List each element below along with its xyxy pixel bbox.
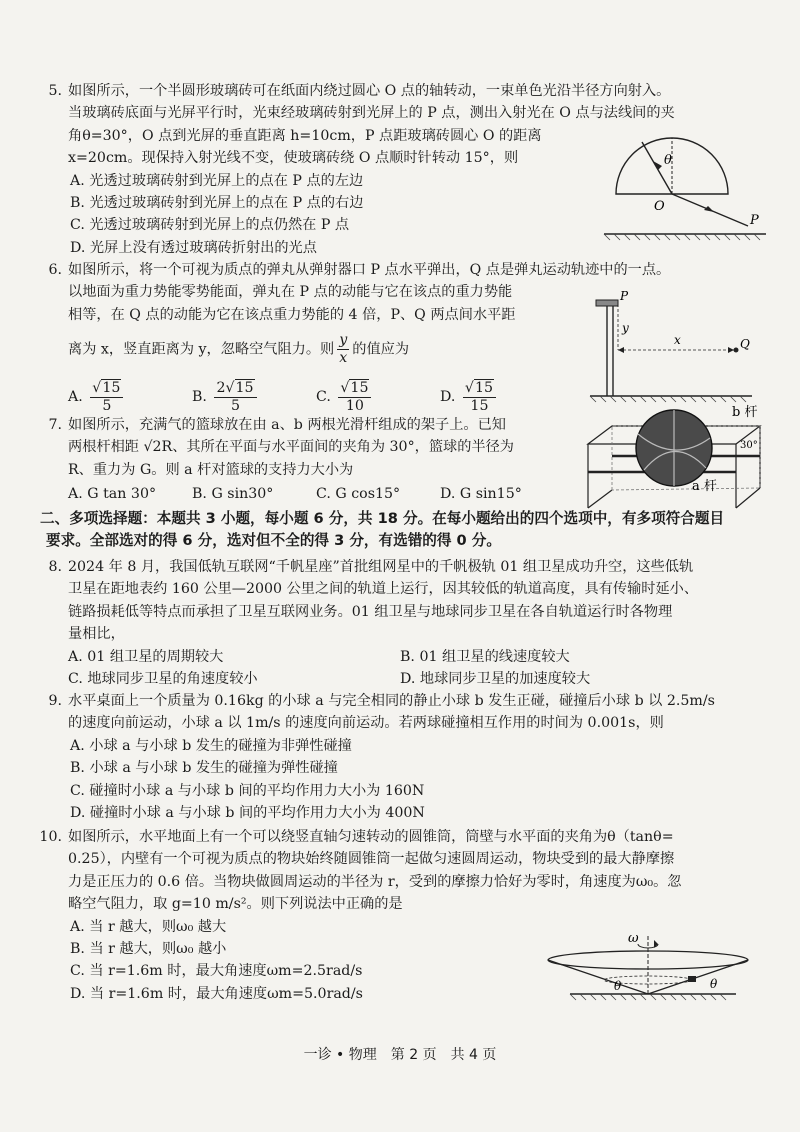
- question-text-line: 相等，在 Q 点的动能为它在该点重力势能的 4 倍，P、Q 两点间水平距: [68, 306, 516, 323]
- option-a: A. 当 r 越大，则ω₀ 越大: [70, 918, 227, 935]
- question-text-line: 0.25），内壁有一个可视为质点的物块始终随圆锥筒一起做匀速圆周运动，物块受到的最大静摩擦: [68, 851, 675, 868]
- page-footer: 一诊 • 物理 第 2 页 共 4 页: [303, 1047, 497, 1063]
- option-a: A. 小球 a 与小球 b 发生的碰撞为非弹性碰撞: [70, 737, 352, 754]
- question-number: 7.: [48, 417, 62, 433]
- option-a: A. 01 组卫星的周期较大: [68, 648, 224, 665]
- theta-label: θ: [614, 979, 622, 993]
- option-d: D. $\frac{√15}{15}$: [440, 379, 564, 415]
- question-number: 8.: [48, 559, 62, 575]
- theta-label-right: θ: [710, 977, 718, 991]
- question-text-line: 两根杆相距 √2R、其所在平面与水平面间的夹角为 30°，篮球的半径为: [68, 439, 514, 456]
- option-b: B. 01 组卫星的线速度较大: [400, 648, 570, 665]
- option-c: C. 碰撞时小球 a 与小球 b 间的平均作用力大小为 160N: [70, 782, 425, 799]
- option-d: D. 光屏上没有透过玻璃砖折射出的光点: [70, 239, 317, 256]
- question-text-line: R、重力为 G。则 a 杆对篮球的支持力大小为: [68, 461, 354, 478]
- omega-label: ω: [628, 932, 639, 946]
- question-text-line: 水平桌面上一个质量为 0.16kg 的小球 a 与完全相同的静止小球 b 发生正碰，碰撞后小球 b 以 2.5m/s: [68, 693, 715, 709]
- question-text-line: 如图所示，一个半圆形玻璃砖可在纸面内绕过圆心 O 点的轴转动，一束单色光沿半径方向射入。: [68, 83, 671, 99]
- angle-label: 30°: [740, 440, 758, 451]
- question-text-line: 链路损耗低等特点而承担了卫星互联网业务。01 组卫星与地球同步卫星在各自轨道运行时各物理: [68, 603, 673, 620]
- question-text-line: 量相比，: [68, 626, 125, 643]
- option-b: B. 小球 a 与小球 b 发生的碰撞为弹性碰撞: [70, 760, 338, 777]
- option-d: D. 地球同步卫星的加速度较大: [400, 671, 591, 688]
- question-text-line: 离为 x，竖直距离为 y，忽略空气阻力。则 $\frac{y}{x}$ 的值应为: [68, 332, 410, 367]
- question-number: 5.: [48, 83, 62, 99]
- option-a: A. $\frac{√15}{5}$: [68, 379, 192, 415]
- q7-basketball-figure: [584, 404, 768, 512]
- q8-options: [68, 646, 768, 691]
- option-d: D. 当 r=1.6m 时，最大角速度ωm=5.0rad/s: [70, 985, 363, 1002]
- question-number: 6.: [48, 262, 62, 278]
- option-c: C. G cos15°: [316, 486, 401, 503]
- q6-projectile-figure: [586, 282, 762, 416]
- question-text-line: 如图所示，将一个可视为质点的弹丸从弹射器口 P 点水平弹出，Q 点是弹丸运动轨迹中的一点。: [68, 262, 671, 278]
- question-text-line: 当玻璃砖底面与光屏平行时，光束经玻璃砖射到光屏上的 P 点，测出入射光在 O 点与法线间的夹: [68, 105, 675, 122]
- question-number: 9.: [48, 693, 62, 709]
- option-b: B. 当 r 越大，则ω₀ 越小: [70, 941, 227, 958]
- y-over-x-fraction: $\frac{y}{x}$: [339, 332, 348, 367]
- option-b: B. G sin30°: [192, 486, 274, 503]
- question-text-line: 力是正压力的 0.6 倍。当物块做圆周运动的半径为 r，受到的摩擦力恰好为零时，角速度为ω₀。忽: [68, 873, 682, 890]
- rod-b-label: b 杆: [732, 405, 758, 420]
- y-label: y: [622, 321, 629, 335]
- q10-cone-figure: [540, 932, 776, 1008]
- question-text-line: 的速度向前运动，小球 a 以 1m/s 的速度向前运动。若两球碰撞相互作用的时间为 0.001s，则: [68, 715, 664, 732]
- question-text-line: 卫星在距地表约 160 公里—2000 公里之间的轨道上运行，因其较低的轨道高度，具有传输时延小、: [68, 581, 699, 598]
- question-8: [48, 556, 768, 690]
- question-text-line: 如图所示，水平地面上有一个可以绕竖直轴匀速转动的圆锥筒，筒壁与水平面的夹角为θ（tanθ=: [68, 829, 674, 845]
- option-a: A. G tan 30°: [68, 486, 157, 503]
- option-c: C. 当 r=1.6m 时，最大角速度ωm=2.5rad/s: [70, 963, 363, 980]
- p-label: P: [620, 289, 629, 303]
- question-text-line: 略空气阻力，取 g=10 m/s²。则下列说法中正确的是: [68, 896, 403, 913]
- o-label: O: [654, 199, 665, 214]
- question-text-line: 2024 年 8 月，我国低轨互联网“千帆星座”首批组网星中的千帆极轨 01 组卫星成功升空，这些低轨: [68, 559, 694, 575]
- question-text-line: 以地面为重力势能零势能面，弹丸在 P 点的动能与它在该点的重力势能: [68, 284, 513, 301]
- option-c: C. 光透过玻璃砖射到光屏上的点仍然在 P 点: [70, 217, 350, 234]
- rod-a-label: a 杆: [692, 479, 717, 494]
- p-label: P: [750, 213, 759, 228]
- option-c: C. $\frac{√15}{10}$: [316, 379, 440, 415]
- section-header-multiple-choice: 二、多项选择题：本题共 3 小题，每小题 6 分，共 18 分。在每小题给出的四个选项中，有多项符合题目 要求。全部选对的得 6 分，选对但不全的得 3 分，有选错的得 0 分。: [40, 510, 725, 550]
- question-9: [48, 690, 768, 824]
- option-c: C. 地球同步卫星的角速度较小: [68, 671, 258, 688]
- theta-label: θ: [664, 153, 672, 168]
- option-b: B. 光透过玻璃砖射到光屏上的点在 P 点的右边: [70, 195, 364, 212]
- question-text-line: x=20cm。现保持入射光线不变，使玻璃砖绕 O 点顺时针转动 15°，则: [68, 150, 519, 167]
- option-b: B. $\frac{2√15}{5}$: [192, 379, 316, 415]
- option-d: D. G sin15°: [440, 486, 522, 503]
- question-number: 10.: [39, 829, 62, 845]
- option-d: D. 碰撞时小球 a 与小球 b 间的平均作用力大小为 400N: [70, 805, 425, 822]
- q-label: Q: [740, 337, 750, 351]
- q5-glass-brick-figure: [596, 128, 774, 246]
- question-text-line: 角θ=30°，O 点到光屏的垂直距离 h=10cm，P 点距玻璃砖圆心 O 的距离: [68, 127, 542, 144]
- option-a: A. 光透过玻璃砖射到光屏上的点在 P 点的左边: [70, 172, 364, 189]
- x-label: x: [674, 333, 681, 347]
- question-text-line: 如图所示，充满气的篮球放在由 a、b 两根光滑杆组成的架子上。已知: [68, 417, 506, 433]
